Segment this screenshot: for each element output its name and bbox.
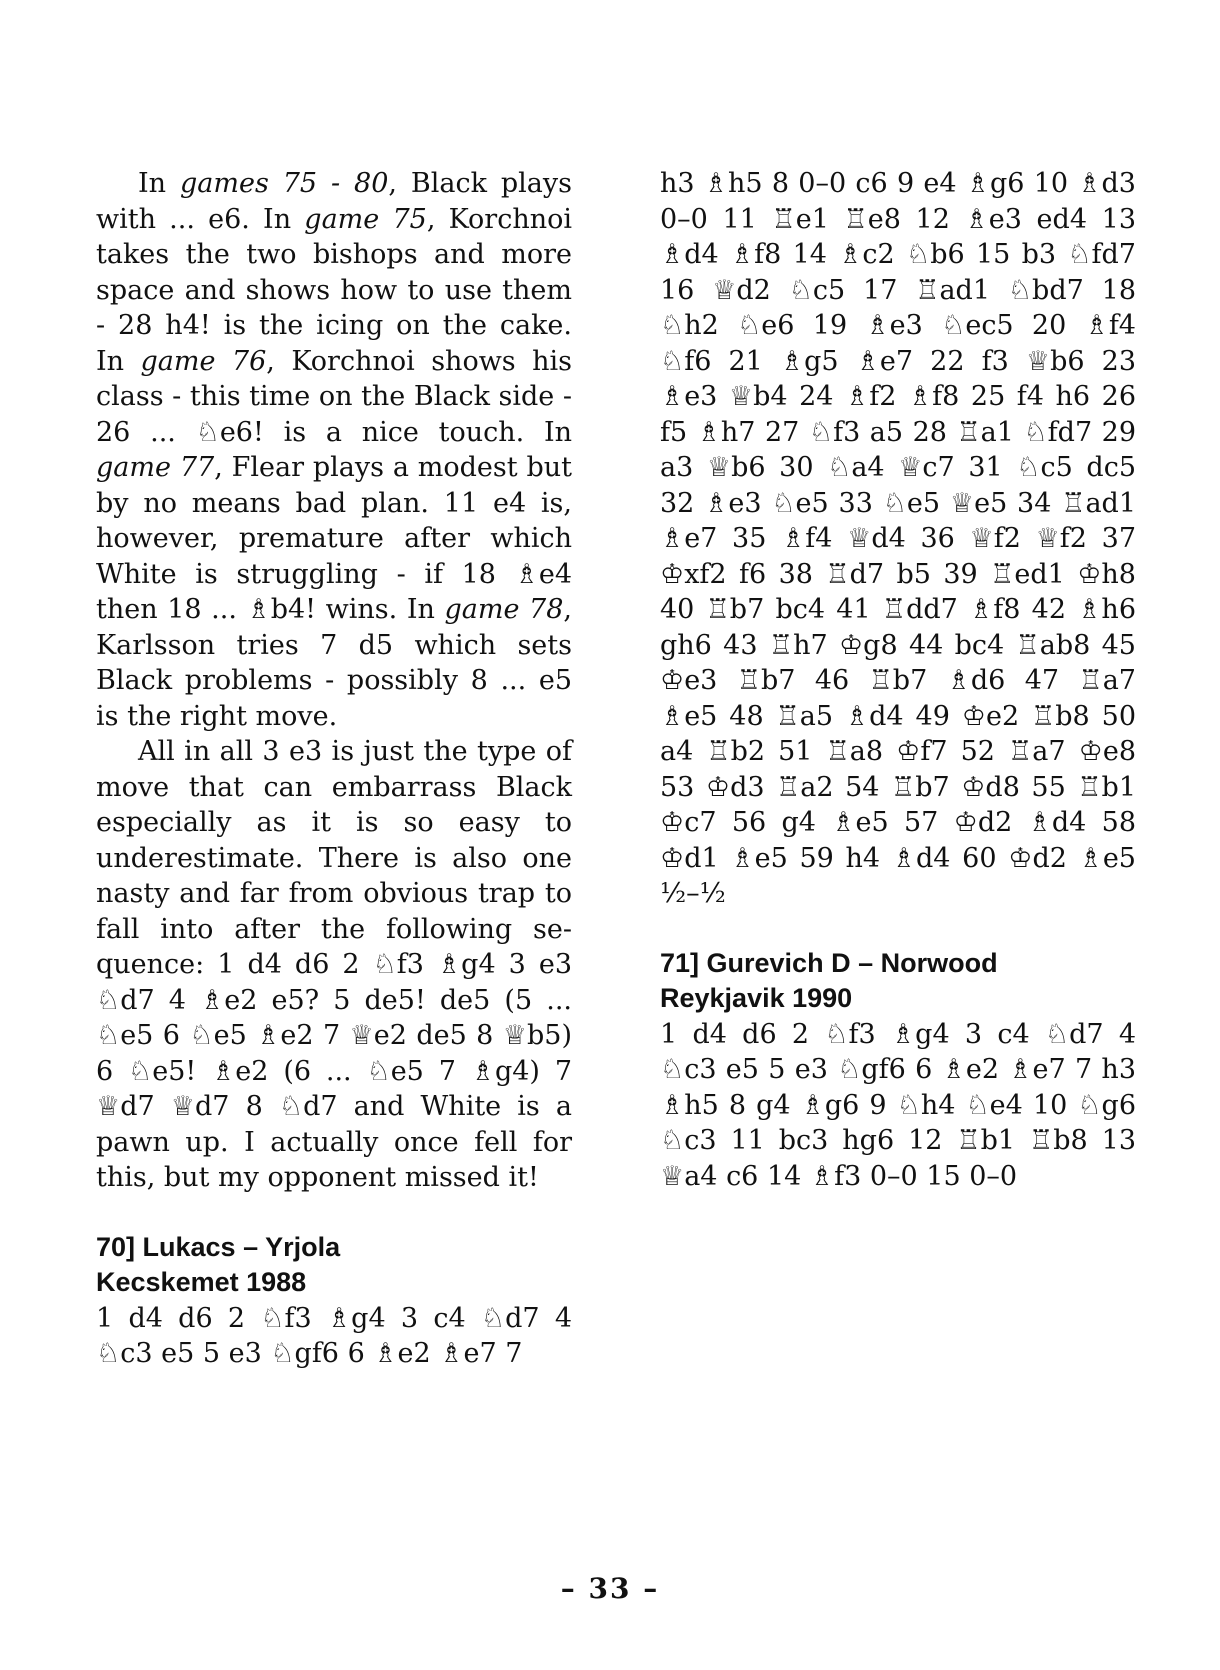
game-71-heading xyxy=(660,946,1136,1017)
intro-paragraph-2: All in all 3 e3 is just the type of move that can embarrass Black especially as it is so easy to underestimate. There is also one nasty and far from obvious trap to fall into after the following sequence: 1 d4 d6 2 ♘f3 ♗g4 3 e3 ♘d7 4 ♗e2 e5? 5 de5! de5 (5 ... ♘e5 6 ♘e5 ♗e2 7 ♕e2 de5 8 ♕b5) 6 ♘e5! ♗e2 (6 ... ♘e5 7 ♗g4) 7 ♕d7 ♕d7 8 ♘d7 and White is a pawn up. I actually once fell for this, but my opponent missed it! xyxy=(96,736,572,1193)
game-reference: games 75 - 80 xyxy=(179,168,389,199)
game-71-event: Reykjavik 1990 xyxy=(660,983,853,1013)
text-run: , Korchnoi takes the two bishops and more space and shows how to use them - 28 h4! is the icing on the cake. In xyxy=(96,203,572,377)
game-reference: game 77 xyxy=(96,452,215,483)
text-run: , Karlsson tries 7 d5 which sets Black problems - possibly 8 ... e5 is the right move. xyxy=(96,594,572,732)
game-reference: game 75 xyxy=(304,203,427,235)
intro-paragraph-1 xyxy=(96,166,572,734)
text-run: In xyxy=(138,168,180,199)
game-reference: game 76 xyxy=(140,345,267,377)
text-run: , Black plays with ... e6. In xyxy=(96,168,573,235)
game-70-players: 70] Lukacs – Yrjola xyxy=(96,1231,341,1262)
spacer xyxy=(96,1196,572,1230)
spacer xyxy=(660,912,1136,946)
game-71-moves: 1 d4 d6 2 ♘f3 ♗g4 3 c4 ♘d7 4 ♘c3 e5 5 e3 ♘gf6 6 ♗e2 ♗e7 7 h3 ♗h5 8 g4 ♗g6 9 ♘h4 ♘e4 10 ♘g6 ♘c3 11 bc3 hg6 12 ♖b1 ♖b8 13 ♕a4 c6 14 ♗f3 0–0 15 0–0 xyxy=(660,1018,1136,1192)
left-column xyxy=(96,166,572,1372)
page-number: – 33 – xyxy=(560,1572,660,1605)
text-run: , Flear plays a modest but by no means bad plan. 11 e4 is, however, premature after which White is struggling - if 18 ♗e4 then 18 ... ♗b4! wins. In xyxy=(96,452,572,625)
text-run: , Korchnoi shows his class - this time on the Black side - 26 ... ♘e6! is a nice touch. In xyxy=(96,345,572,448)
game-70-moves-part-2: h3 ♗h5 8 0–0 c6 9 e4 ♗g6 10 ♗d3 0–0 11 ♖e1 ♖e8 12 ♗e3 ed4 13 ♗d4 ♗f8 14 ♗c2 ♘b6 15 b3 ♘fd7 16 ♕d2 ♘c5 17 ♖ad1 ♘bd7 18 ♘h2 ♘e6 19 ♗e3 ♘ec5 20 ♗f4 ♘f6 21 ♗g5 ♗e7 22 f3 ♕b6 23 ♗e3 ♕b4 24 ♗f2 ♗f8 25 f4 h6 26 f5 ♗h7 27 ♘f3 a5 28 ♖a1 ♘fd7 29 a3 ♕b6 30 ♘a4 ♕c7 31 ♘c5 dc5 32 ♗e3 ♘e5 33 ♘e5 ♕e5 34 ♖ad1 ♗e7 35 ♗f4 ♕d4 36 ♕f2 ♕f2 37 ♔xf2 f6 38 ♖d7 b5 39 ♖ed1 ♔h8 40 ♖b7 bc4 41 ♖dd7 ♗f8 42 ♗h6 gh6 43 ♖h7 ♔g8 44 bc4 ♖ab8 45 ♔e3 ♖b7 46 ♖b7 ♗d6 47 ♖a7 ♗e5 48 ♖a5 ♗d4 49 ♔e2 ♖b8 50 a4 ♖b2 51 ♖a8 ♔f7 52 ♖a7 ♔e8 53 ♔d3 ♖a2 54 ♖b7 ♔d8 55 ♖b1 ♔c7 56 g4 ♗e5 57 ♔d2 ♗d4 58 ♔d1 ♗e5 59 h4 ♗d4 60 ♔d2 ♗e5 ½–½ xyxy=(660,168,1136,909)
game-70-heading xyxy=(96,1230,572,1301)
right-column xyxy=(660,166,1136,1194)
game-71-players: 71] Gurevich D – Norwood xyxy=(660,947,998,978)
game-70-moves-part-1: 1 d4 d6 2 ♘f3 ♗g4 3 c4 ♘d7 4 ♘c3 e5 5 e3 ♘gf6 6 ♗e2 ♗e7 7 xyxy=(96,1302,572,1369)
game-reference: game 78 xyxy=(444,594,564,625)
game-70-event: Kecskemet 1988 xyxy=(96,1267,307,1297)
